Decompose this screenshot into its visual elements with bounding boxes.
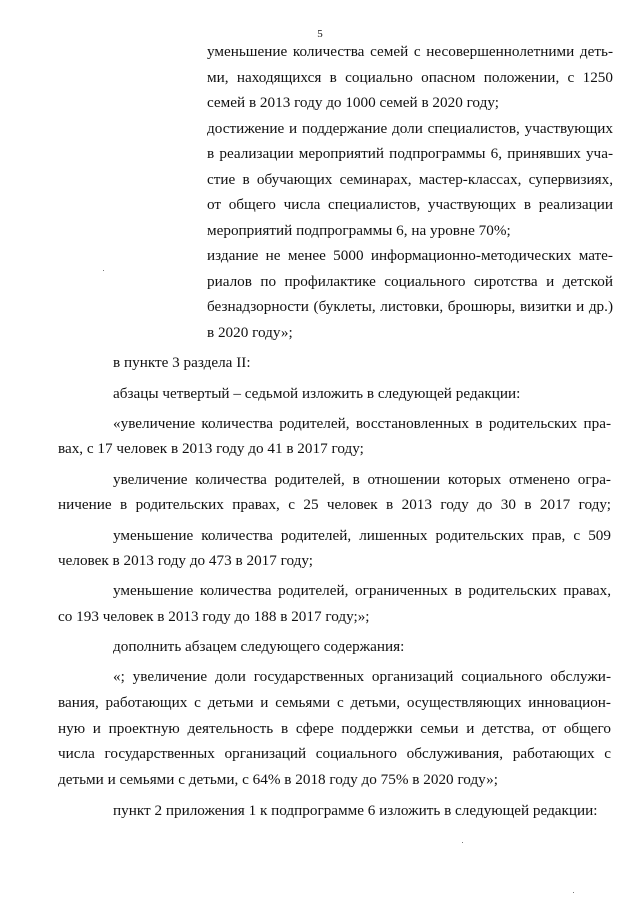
text-line: риалов по профилактике социального сиротства и детской xyxy=(207,273,613,290)
text-line: издание не менее 5000 информационно-методических мате- xyxy=(207,247,613,264)
text-line: дополнить абзацем следующего содержания: xyxy=(113,638,405,655)
text-line: уменьшение количества родителей, лишенных родительских прав, с 509 xyxy=(113,527,611,544)
text-line: достижение и поддержание доли специалистов, участвующих xyxy=(207,120,613,137)
text-line: детьми и семьями с детьми, с 64% в 2018 году до 75% в 2020 году»; xyxy=(58,771,498,788)
text-line: вания, работающих с детьми и семьями с детьми, осуществляющих инновацион- xyxy=(58,694,611,711)
text-line: ную и проектную деятельность в сфере поддержки семьи и детства, от общего xyxy=(58,720,611,737)
scan-speck xyxy=(573,892,574,893)
text-line: пункт 2 приложения 1 к подпрограмме 6 изложить в следующей редакции: xyxy=(113,802,598,819)
text-line: семей в 2013 году до 1000 семей в 2020 году; xyxy=(207,94,499,111)
text-line: ничение в родительских правах, с 25 человек в 2013 году до 30 в 2017 году; xyxy=(58,496,611,513)
text-line: вах, с 17 человек в 2013 году до 41 в 2017 году; xyxy=(58,440,364,457)
text-line: «увеличение количества родителей, восстановленных в родительских пра- xyxy=(113,415,611,432)
text-line: в пункте 3 раздела II: xyxy=(113,354,251,371)
text-line: числа государственных организаций социального обслуживания, работающих с xyxy=(58,745,611,762)
text-line: в реализации мероприятий подпрограммы 6, принявших уча- xyxy=(207,145,613,162)
text-line: стие в обучающих семинарах, мастер-классах, супервизиях, xyxy=(207,171,613,188)
scan-speck xyxy=(462,842,463,843)
text-line: человек в 2013 году до 473 в 2017 году; xyxy=(58,552,313,569)
scan-speck xyxy=(103,270,104,271)
text-line: безнадзорности (буклеты, листовки, брошюры, визитки и др.) xyxy=(207,298,613,315)
text-line: в 2020 году»; xyxy=(207,324,293,341)
text-line: уменьшение количества родителей, ограниченных в родительских правах, xyxy=(113,582,611,599)
text-line: мероприятий подпрограммы 6, на уровне 70%; xyxy=(207,222,511,239)
text-line: «; увеличение доли государственных организаций социального обслужи- xyxy=(113,668,611,685)
text-line: ми, находящихся в социально опасном положении, с 1250 xyxy=(207,69,613,86)
text-line: увеличение количества родителей, в отношении которых отменено огра- xyxy=(113,471,611,488)
text-line: со 193 человек в 2013 году до 188 в 2017 году;»; xyxy=(58,608,370,625)
page-number: 5 xyxy=(317,28,323,40)
text-line: абзацы четвертый – седьмой изложить в следующей редакции: xyxy=(113,385,521,402)
text-line: уменьшение количества семей с несовершеннолетними деть- xyxy=(207,43,613,60)
text-line: от общего числа специалистов, участвующих в реализации xyxy=(207,196,613,213)
